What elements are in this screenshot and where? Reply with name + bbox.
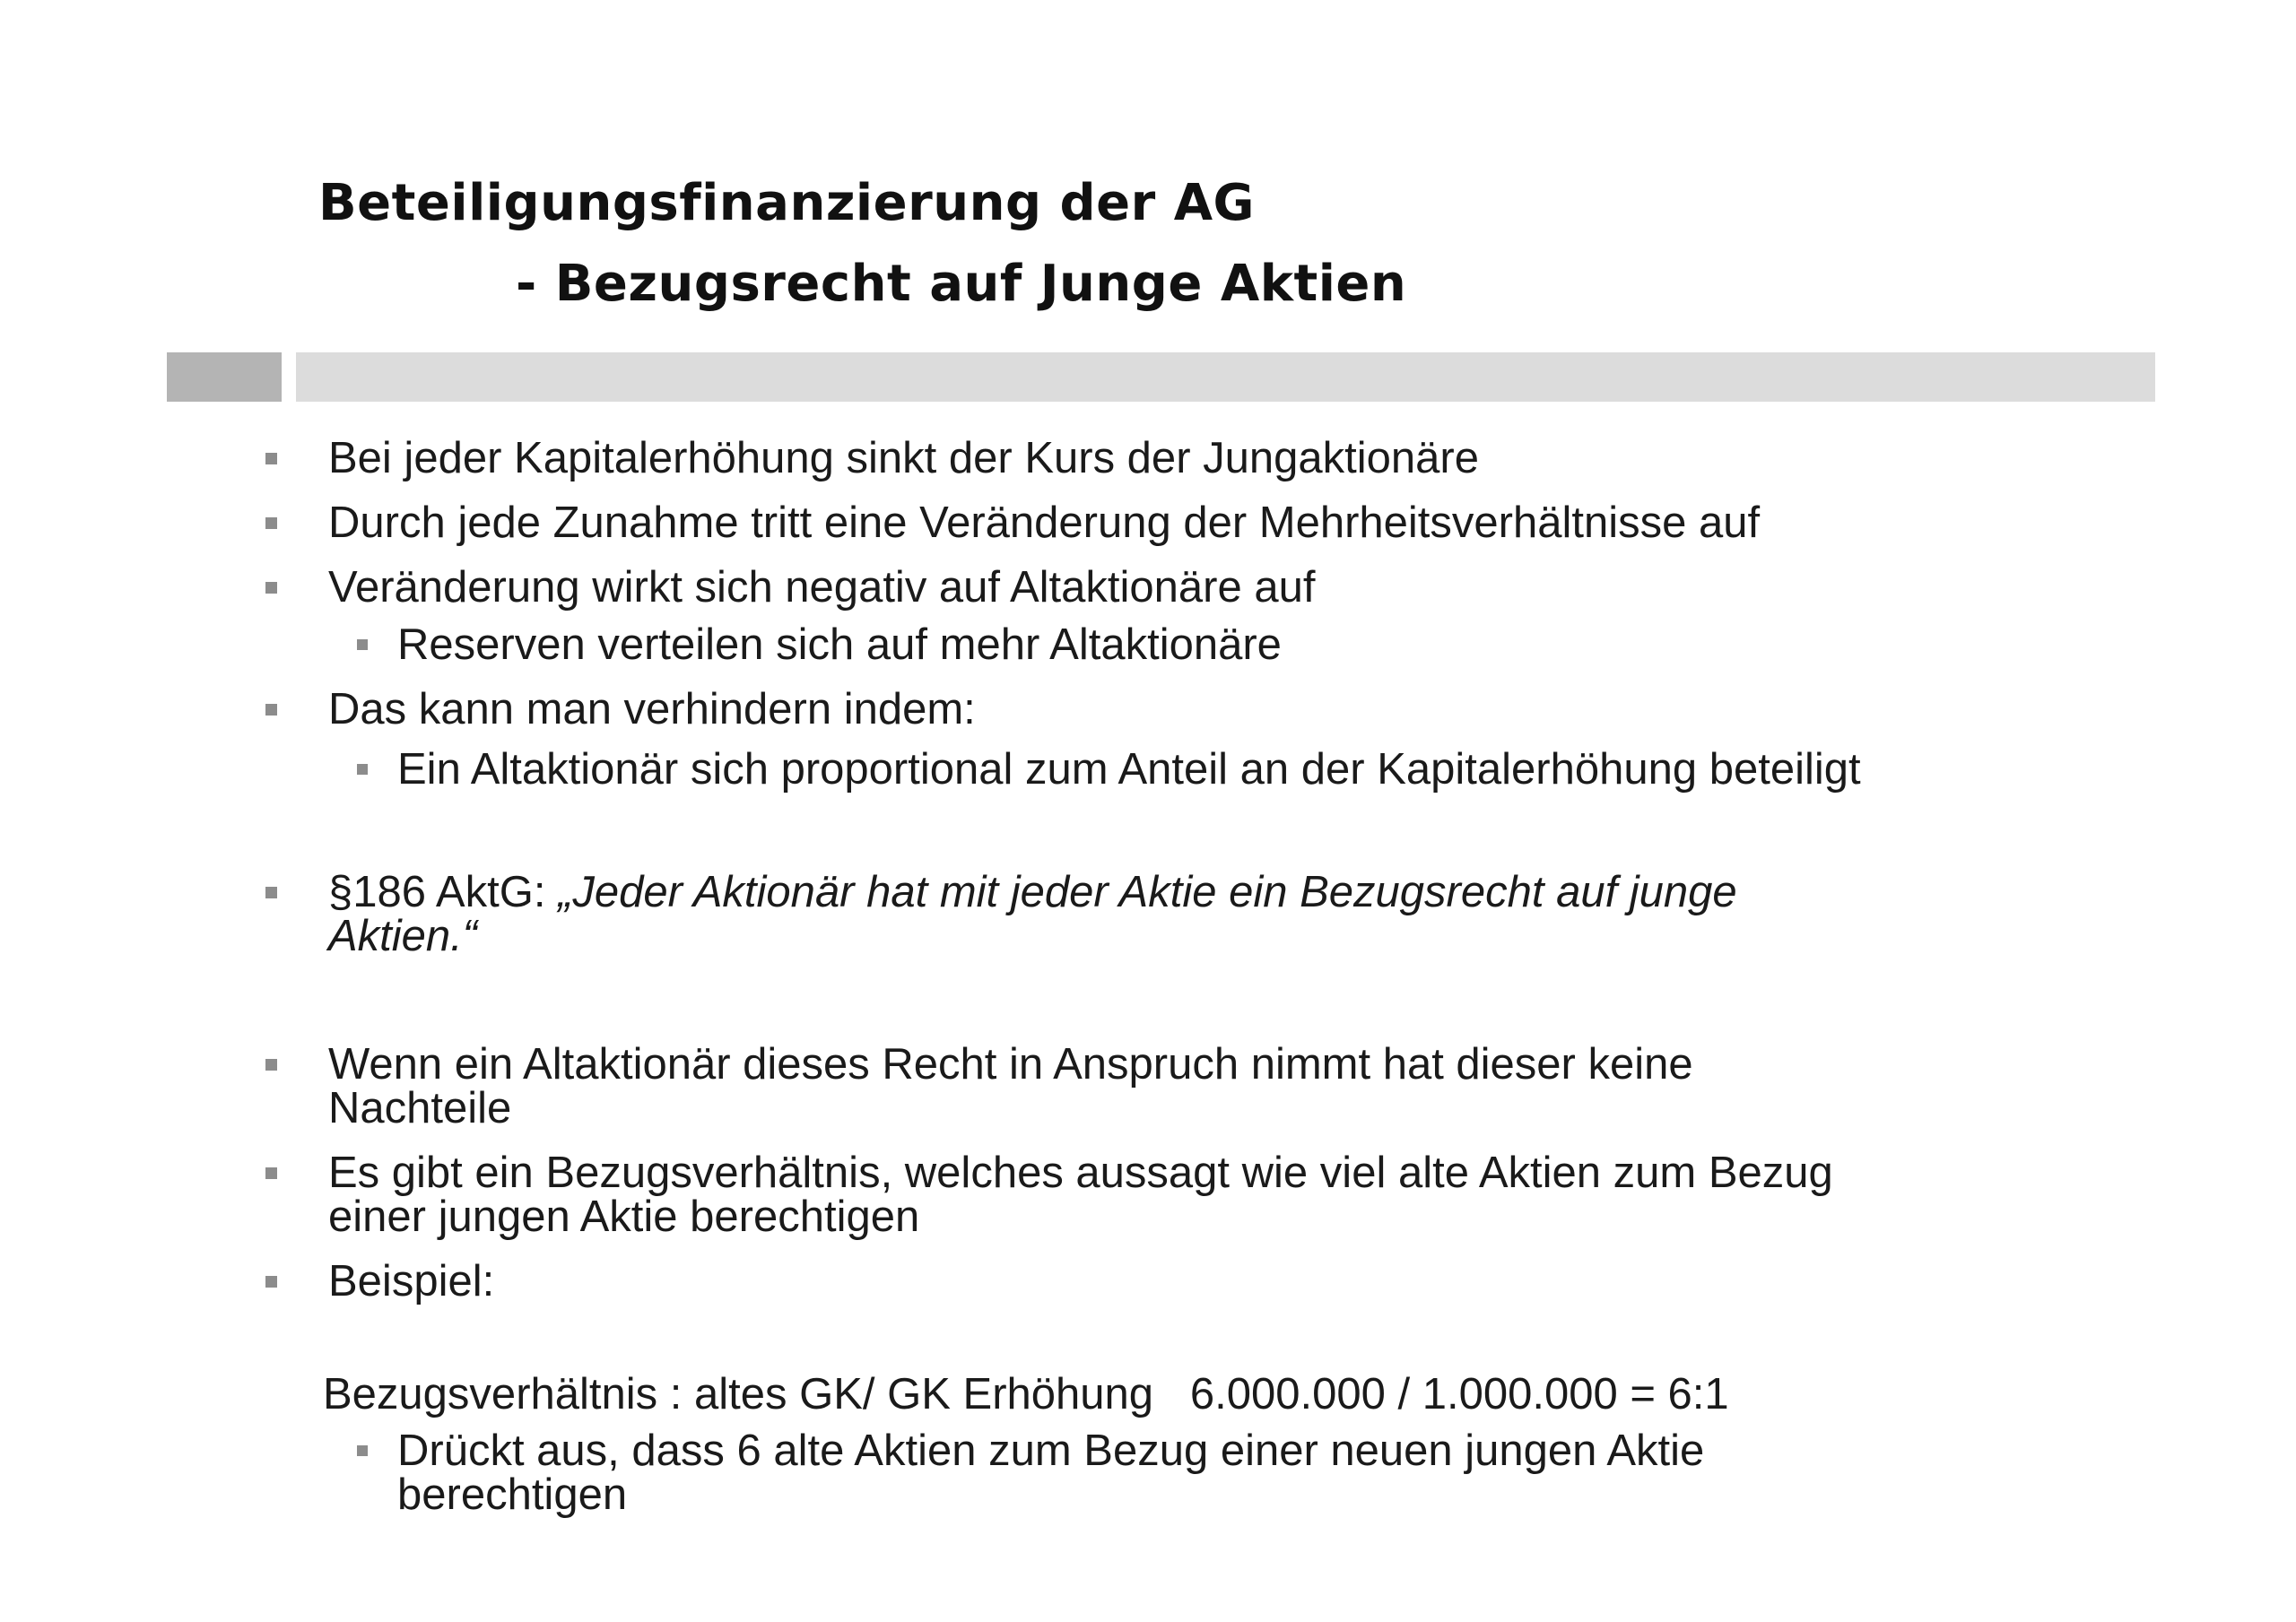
bullet-text: Nachteile [328,1084,512,1132]
bullet-text: Es gibt ein Bezugsverhältnis, welches aussagt wie viel alte Aktien zum Bezug [328,1149,1833,1197]
bullet-item [328,687,976,733]
square-bullet-icon [265,453,277,464]
slide-title [318,163,1406,325]
bullet-text: Bei jeder Kapitalerhöhung sinkt der Kurs der Jungaktionäre [328,434,1479,482]
bullet-text: Beispiel: [328,1257,495,1305]
bullet-text: Das kann man verhindern indem: [328,685,976,733]
sub-bullet-item [397,622,1282,668]
header-bar [296,352,2155,402]
bullet-text: Drückt aus, dass 6 alte Aktien zum Bezug einer neuen jungen Aktie [397,1427,1705,1475]
bullet-item [328,1259,494,1305]
formula-text: Bezugsverhältnis : altes GK/ GK Erhöhung 6.000.000 / 1.000.000 = 6:1 [323,1370,1729,1418]
bullet-item-continuation [328,914,477,959]
bullet-text: Veränderung wirkt sich negativ auf Altaktionäre auf [328,563,1316,612]
bullet-item [328,1150,1833,1196]
sub-bullet-item [397,1428,1704,1474]
square-bullet-icon [357,639,368,650]
header-bar-accent [167,352,282,402]
square-bullet-icon [265,887,277,898]
bullet-item [328,500,1760,546]
bullet-text: berechtigen [397,1470,628,1519]
square-bullet-icon [265,1276,277,1288]
bullet-item [328,436,1479,481]
bullet-text: Reserven verteilen sich auf mehr Altaktionäre [397,620,1282,669]
bullet-item-law-quote [328,870,1737,915]
bullet-item-continuation [328,1086,511,1132]
bullet-item [328,1042,1693,1088]
square-bullet-icon [265,517,277,529]
bullet-text: einer jungen Aktie berechtigen [328,1193,920,1241]
law-quote-text: Aktien.“ [328,912,478,960]
bullet-text: §186 AktG: [328,868,559,916]
bullet-item [328,565,1315,611]
bullet-item-continuation [328,1194,919,1240]
square-bullet-icon [357,764,368,775]
square-bullet-icon [265,1167,277,1179]
bullet-text: Durch jede Zunahme tritt eine Veränderung der Mehrheitsverhältnisse auf [328,499,1761,547]
bullet-text: Wenn ein Altaktionär dieses Recht in Anspruch nimmt hat dieser keine [328,1040,1693,1089]
square-bullet-icon [265,582,277,594]
slide-title-line2: - Bezugsrecht auf Junge Aktien [516,255,1407,313]
slide-title-line1: Beteiligungsfinanzierung der AG [318,174,1256,232]
sub-bullet-item-continuation [397,1472,627,1518]
sub-bullet-item [397,747,1861,793]
bullet-text: Ein Altaktionär sich proportional zum Anteil an der Kapitalerhöhung beteiligt [397,745,1861,794]
square-bullet-icon [357,1445,368,1456]
square-bullet-icon [265,704,277,716]
law-quote-text: „Jeder Aktionär hat mit jeder Aktie ein Bezugsrecht auf junge [558,868,1737,916]
square-bullet-icon [265,1059,277,1071]
